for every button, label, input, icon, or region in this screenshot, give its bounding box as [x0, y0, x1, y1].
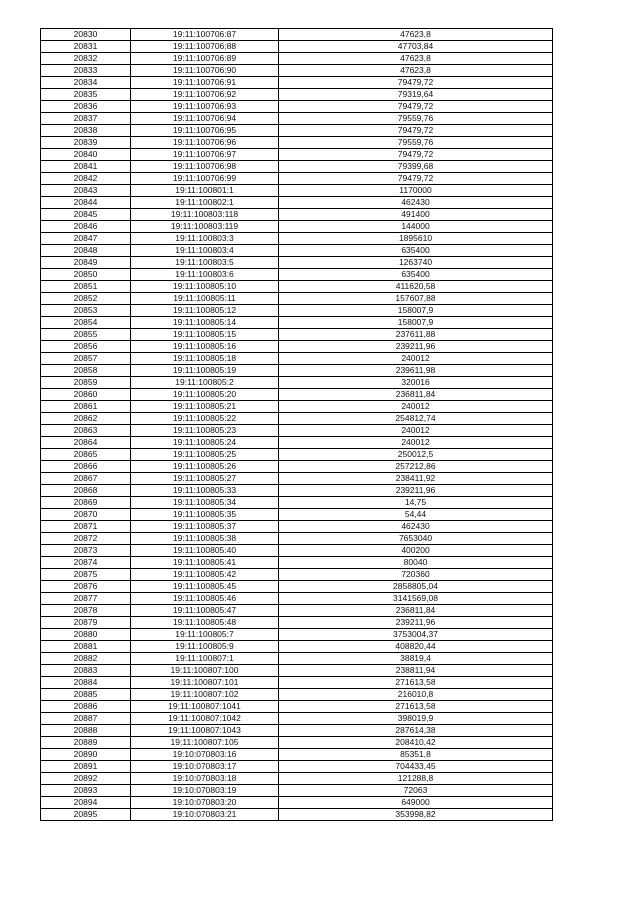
- table-row: [41, 341, 553, 353]
- table-row: [41, 785, 553, 797]
- value-cell: 3753004,37: [279, 629, 553, 641]
- value-cell: 240012: [279, 425, 553, 437]
- value-cell: 47703,84: [279, 41, 553, 53]
- row-number-cell: 20862: [41, 413, 131, 425]
- row-number-cell: 20840: [41, 149, 131, 161]
- table-row: [41, 593, 553, 605]
- value-cell: 250012,5: [279, 449, 553, 461]
- table-row: [41, 257, 553, 269]
- cadastral-number-cell: 19:11:100805:15: [131, 329, 279, 341]
- cadastral-number-cell: 19:11:100706:91: [131, 77, 279, 89]
- cadastral-number-cell: 19:11:100807:102: [131, 689, 279, 701]
- value-cell: 47623,8: [279, 29, 553, 41]
- table-row: [41, 281, 553, 293]
- row-number-cell: 20846: [41, 221, 131, 233]
- cadastral-number-cell: 19:11:100805:24: [131, 437, 279, 449]
- value-cell: 157607,88: [279, 293, 553, 305]
- table-row: [41, 677, 553, 689]
- row-number-cell: 20834: [41, 77, 131, 89]
- value-cell: 80040: [279, 557, 553, 569]
- table-row: [41, 149, 553, 161]
- table-body: [41, 29, 553, 821]
- row-number-cell: 20874: [41, 557, 131, 569]
- table-row: [41, 365, 553, 377]
- value-cell: 208410,42: [279, 737, 553, 749]
- value-cell: 158007,9: [279, 305, 553, 317]
- value-cell: 720360: [279, 569, 553, 581]
- row-number-cell: 20832: [41, 53, 131, 65]
- row-number-cell: 20858: [41, 365, 131, 377]
- table-row: [41, 197, 553, 209]
- value-cell: 1895610: [279, 233, 553, 245]
- cadastral-value-table: [40, 28, 553, 821]
- row-number-cell: 20865: [41, 449, 131, 461]
- value-cell: 320016: [279, 377, 553, 389]
- row-number-cell: 20888: [41, 725, 131, 737]
- value-cell: 158007,9: [279, 317, 553, 329]
- value-cell: 238811,94: [279, 665, 553, 677]
- value-cell: 240012: [279, 401, 553, 413]
- row-number-cell: 20895: [41, 809, 131, 821]
- row-number-cell: 20837: [41, 113, 131, 125]
- table-row: [41, 773, 553, 785]
- cadastral-number-cell: 19:10:070803:17: [131, 761, 279, 773]
- value-cell: 79479,72: [279, 101, 553, 113]
- table-row: [41, 545, 553, 557]
- table-row: [41, 413, 553, 425]
- value-cell: 462430: [279, 197, 553, 209]
- cadastral-number-cell: 19:11:100805:18: [131, 353, 279, 365]
- row-number-cell: 20880: [41, 629, 131, 641]
- value-cell: 400200: [279, 545, 553, 557]
- row-number-cell: 20868: [41, 485, 131, 497]
- cadastral-number-cell: 19:11:100706:93: [131, 101, 279, 113]
- cadastral-number-cell: 19:11:100805:41: [131, 557, 279, 569]
- cadastral-number-cell: 19:11:100801:1: [131, 185, 279, 197]
- row-number-cell: 20848: [41, 245, 131, 257]
- row-number-cell: 20877: [41, 593, 131, 605]
- cadastral-number-cell: 19:11:100805:38: [131, 533, 279, 545]
- table-row: [41, 653, 553, 665]
- row-number-cell: 20881: [41, 641, 131, 653]
- row-number-cell: 20894: [41, 797, 131, 809]
- value-cell: 79479,72: [279, 77, 553, 89]
- cadastral-number-cell: 19:11:100805:2: [131, 377, 279, 389]
- value-cell: 635400: [279, 245, 553, 257]
- table-row: [41, 125, 553, 137]
- cadastral-number-cell: 19:11:100805:34: [131, 497, 279, 509]
- table-row: [41, 293, 553, 305]
- cadastral-number-cell: 19:11:100803:119: [131, 221, 279, 233]
- cadastral-number-cell: 19:11:100706:98: [131, 161, 279, 173]
- row-number-cell: 20885: [41, 689, 131, 701]
- value-cell: 271613,58: [279, 677, 553, 689]
- cadastral-number-cell: 19:11:100706:88: [131, 41, 279, 53]
- table-row: [41, 617, 553, 629]
- cadastral-number-cell: 19:11:100706:97: [131, 149, 279, 161]
- row-number-cell: 20883: [41, 665, 131, 677]
- cadastral-number-cell: 19:11:100805:7: [131, 629, 279, 641]
- cadastral-number-cell: 19:11:100805:10: [131, 281, 279, 293]
- cadastral-number-cell: 19:10:070803:18: [131, 773, 279, 785]
- row-number-cell: 20854: [41, 317, 131, 329]
- cadastral-number-cell: 19:11:100805:25: [131, 449, 279, 461]
- value-cell: 7653040: [279, 533, 553, 545]
- row-number-cell: 20871: [41, 521, 131, 533]
- table-row: [41, 809, 553, 821]
- value-cell: 79319,64: [279, 89, 553, 101]
- table-row: [41, 113, 553, 125]
- cadastral-number-cell: 19:11:100803:3: [131, 233, 279, 245]
- table-row: [41, 329, 553, 341]
- value-cell: 353998,82: [279, 809, 553, 821]
- table-row: [41, 65, 553, 77]
- cadastral-number-cell: 19:11:100807:105: [131, 737, 279, 749]
- row-number-cell: 20889: [41, 737, 131, 749]
- value-cell: 1263740: [279, 257, 553, 269]
- value-cell: 216010,8: [279, 689, 553, 701]
- table-row: [41, 41, 553, 53]
- row-number-cell: 20875: [41, 569, 131, 581]
- row-number-cell: 20855: [41, 329, 131, 341]
- row-number-cell: 20836: [41, 101, 131, 113]
- cadastral-number-cell: 19:11:100805:33: [131, 485, 279, 497]
- value-cell: 54,44: [279, 509, 553, 521]
- value-cell: 236811,84: [279, 389, 553, 401]
- row-number-cell: 20879: [41, 617, 131, 629]
- value-cell: 287614,38: [279, 725, 553, 737]
- value-cell: 635400: [279, 269, 553, 281]
- table-row: [41, 77, 553, 89]
- table-row: [41, 101, 553, 113]
- row-number-cell: 20843: [41, 185, 131, 197]
- table-row: [41, 461, 553, 473]
- value-cell: 239211,96: [279, 485, 553, 497]
- table-row: [41, 641, 553, 653]
- table-row: [41, 161, 553, 173]
- table-row: [41, 521, 553, 533]
- table-row: [41, 401, 553, 413]
- cadastral-number-cell: 19:11:100807:1041: [131, 701, 279, 713]
- value-cell: 72063: [279, 785, 553, 797]
- row-number-cell: 20876: [41, 581, 131, 593]
- row-number-cell: 20872: [41, 533, 131, 545]
- table-row: [41, 305, 553, 317]
- value-cell: 237611,88: [279, 329, 553, 341]
- value-cell: 85351,8: [279, 749, 553, 761]
- row-number-cell: 20844: [41, 197, 131, 209]
- cadastral-number-cell: 19:11:100805:37: [131, 521, 279, 533]
- value-cell: 271613,58: [279, 701, 553, 713]
- row-number-cell: 20849: [41, 257, 131, 269]
- cadastral-number-cell: 19:11:100706:99: [131, 173, 279, 185]
- value-cell: 47623,8: [279, 65, 553, 77]
- row-number-cell: 20830: [41, 29, 131, 41]
- cadastral-number-cell: 19:11:100805:47: [131, 605, 279, 617]
- cadastral-number-cell: 19:11:100803:6: [131, 269, 279, 281]
- cadastral-number-cell: 19:11:100805:23: [131, 425, 279, 437]
- value-cell: 254812,74: [279, 413, 553, 425]
- row-number-cell: 20852: [41, 293, 131, 305]
- value-cell: 79559,76: [279, 137, 553, 149]
- cadastral-number-cell: 19:11:100805:9: [131, 641, 279, 653]
- table-row: [41, 761, 553, 773]
- value-cell: 398019,9: [279, 713, 553, 725]
- table-row: [41, 449, 553, 461]
- cadastral-number-cell: 19:11:100805:27: [131, 473, 279, 485]
- table-row: [41, 185, 553, 197]
- cadastral-number-cell: 19:11:100805:46: [131, 593, 279, 605]
- value-cell: 649000: [279, 797, 553, 809]
- table-row: [41, 245, 553, 257]
- value-cell: 79399,68: [279, 161, 553, 173]
- cadastral-number-cell: 19:11:100706:92: [131, 89, 279, 101]
- row-number-cell: 20850: [41, 269, 131, 281]
- row-number-cell: 20886: [41, 701, 131, 713]
- cadastral-number-cell: 19:11:100803:5: [131, 257, 279, 269]
- row-number-cell: 20856: [41, 341, 131, 353]
- value-cell: 38819,4: [279, 653, 553, 665]
- cadastral-number-cell: 19:11:100805:19: [131, 365, 279, 377]
- value-cell: 79479,72: [279, 125, 553, 137]
- row-number-cell: 20866: [41, 461, 131, 473]
- table-row: [41, 629, 553, 641]
- cadastral-number-cell: 19:11:100805:11: [131, 293, 279, 305]
- cadastral-number-cell: 19:11:100805:16: [131, 341, 279, 353]
- table-row: [41, 173, 553, 185]
- table-row: [41, 749, 553, 761]
- table-row: [41, 701, 553, 713]
- cadastral-number-cell: 19:11:100805:42: [131, 569, 279, 581]
- table-row: [41, 797, 553, 809]
- table-row: [41, 29, 553, 41]
- cadastral-number-cell: 19:11:100803:4: [131, 245, 279, 257]
- row-number-cell: 20842: [41, 173, 131, 185]
- table-row: [41, 605, 553, 617]
- row-number-cell: 20841: [41, 161, 131, 173]
- cadastral-number-cell: 19:10:070803:20: [131, 797, 279, 809]
- value-cell: 462430: [279, 521, 553, 533]
- value-cell: 239211,96: [279, 341, 553, 353]
- cadastral-number-cell: 19:11:100805:48: [131, 617, 279, 629]
- value-cell: 704433,45: [279, 761, 553, 773]
- row-number-cell: 20831: [41, 41, 131, 53]
- value-cell: 236811,84: [279, 605, 553, 617]
- table-row: [41, 233, 553, 245]
- table-row: [41, 89, 553, 101]
- row-number-cell: 20861: [41, 401, 131, 413]
- cadastral-number-cell: 19:11:100805:22: [131, 413, 279, 425]
- row-number-cell: 20860: [41, 389, 131, 401]
- value-cell: 238411,92: [279, 473, 553, 485]
- value-cell: 239611,98: [279, 365, 553, 377]
- table-row: [41, 425, 553, 437]
- table-row: [41, 353, 553, 365]
- value-cell: 491400: [279, 209, 553, 221]
- row-number-cell: 20890: [41, 749, 131, 761]
- table-row: [41, 581, 553, 593]
- table-row: [41, 737, 553, 749]
- cadastral-number-cell: 19:10:070803:21: [131, 809, 279, 821]
- table-row: [41, 53, 553, 65]
- row-number-cell: 20838: [41, 125, 131, 137]
- row-number-cell: 20839: [41, 137, 131, 149]
- cadastral-number-cell: 19:11:100805:20: [131, 389, 279, 401]
- cadastral-number-cell: 19:11:100805:12: [131, 305, 279, 317]
- row-number-cell: 20845: [41, 209, 131, 221]
- row-number-cell: 20873: [41, 545, 131, 557]
- row-number-cell: 20857: [41, 353, 131, 365]
- cadastral-number-cell: 19:10:070803:16: [131, 749, 279, 761]
- row-number-cell: 20893: [41, 785, 131, 797]
- value-cell: 14,75: [279, 497, 553, 509]
- row-number-cell: 20891: [41, 761, 131, 773]
- row-number-cell: 20859: [41, 377, 131, 389]
- table-row: [41, 497, 553, 509]
- value-cell: 79479,72: [279, 149, 553, 161]
- table-row: [41, 485, 553, 497]
- cadastral-number-cell: 19:11:100807:1043: [131, 725, 279, 737]
- cadastral-number-cell: 19:11:100803:118: [131, 209, 279, 221]
- row-number-cell: 20869: [41, 497, 131, 509]
- table-row: [41, 557, 553, 569]
- value-cell: 257212,86: [279, 461, 553, 473]
- value-cell: 408820,44: [279, 641, 553, 653]
- table-row: [41, 317, 553, 329]
- row-number-cell: 20833: [41, 65, 131, 77]
- row-number-cell: 20870: [41, 509, 131, 521]
- row-number-cell: 20878: [41, 605, 131, 617]
- value-cell: 411620,58: [279, 281, 553, 293]
- cadastral-number-cell: 19:10:070803:19: [131, 785, 279, 797]
- cadastral-number-cell: 19:11:100807:1042: [131, 713, 279, 725]
- cadastral-number-cell: 19:11:100805:14: [131, 317, 279, 329]
- value-cell: 239211,96: [279, 617, 553, 629]
- cadastral-number-cell: 19:11:100805:26: [131, 461, 279, 473]
- table-row: [41, 725, 553, 737]
- value-cell: 3141569,08: [279, 593, 553, 605]
- row-number-cell: 20887: [41, 713, 131, 725]
- cadastral-number-cell: 19:11:100805:40: [131, 545, 279, 557]
- cadastral-number-cell: 19:11:100807:1: [131, 653, 279, 665]
- row-number-cell: 20835: [41, 89, 131, 101]
- row-number-cell: 20882: [41, 653, 131, 665]
- row-number-cell: 20884: [41, 677, 131, 689]
- value-cell: 144000: [279, 221, 553, 233]
- cadastral-number-cell: 19:11:100706:87: [131, 29, 279, 41]
- value-cell: 240012: [279, 437, 553, 449]
- table-row: [41, 665, 553, 677]
- value-cell: 47623,8: [279, 53, 553, 65]
- row-number-cell: 20863: [41, 425, 131, 437]
- cadastral-number-cell: 19:11:100807:100: [131, 665, 279, 677]
- cadastral-number-cell: 19:11:100807:101: [131, 677, 279, 689]
- table-row: [41, 377, 553, 389]
- cadastral-number-cell: 19:11:100706:94: [131, 113, 279, 125]
- value-cell: 240012: [279, 353, 553, 365]
- cadastral-number-cell: 19:11:100805:21: [131, 401, 279, 413]
- cadastral-number-cell: 19:11:100805:45: [131, 581, 279, 593]
- value-cell: 121288,8: [279, 773, 553, 785]
- cadastral-number-cell: 19:11:100802:1: [131, 197, 279, 209]
- row-number-cell: 20853: [41, 305, 131, 317]
- table-row: [41, 389, 553, 401]
- cadastral-number-cell: 19:11:100706:95: [131, 125, 279, 137]
- cadastral-number-cell: 19:11:100706:90: [131, 65, 279, 77]
- row-number-cell: 20851: [41, 281, 131, 293]
- table-row: [41, 713, 553, 725]
- table-row: [41, 437, 553, 449]
- cadastral-number-cell: 19:11:100805:35: [131, 509, 279, 521]
- table-row: [41, 137, 553, 149]
- table-row: [41, 569, 553, 581]
- table-row: [41, 473, 553, 485]
- row-number-cell: 20864: [41, 437, 131, 449]
- value-cell: 1170000: [279, 185, 553, 197]
- row-number-cell: 20892: [41, 773, 131, 785]
- value-cell: 79559,76: [279, 113, 553, 125]
- table-row: [41, 509, 553, 521]
- table-row: [41, 533, 553, 545]
- value-cell: 2858805,04: [279, 581, 553, 593]
- row-number-cell: 20847: [41, 233, 131, 245]
- table-row: [41, 209, 553, 221]
- value-cell: 79479,72: [279, 173, 553, 185]
- row-number-cell: 20867: [41, 473, 131, 485]
- cadastral-number-cell: 19:11:100706:89: [131, 53, 279, 65]
- cadastral-number-cell: 19:11:100706:96: [131, 137, 279, 149]
- table-row: [41, 269, 553, 281]
- table-row: [41, 689, 553, 701]
- table-row: [41, 221, 553, 233]
